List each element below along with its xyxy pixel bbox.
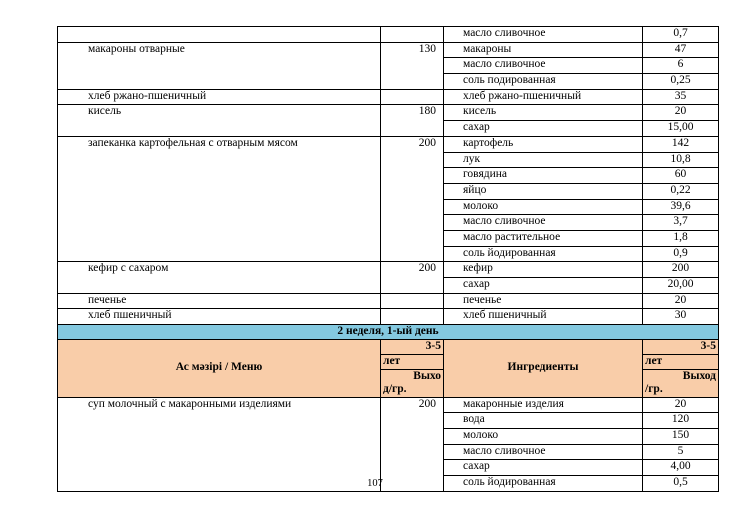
ingredient-name: кисель xyxy=(444,105,643,121)
page-number: 107 xyxy=(367,478,383,489)
column-header-row xyxy=(58,339,719,354)
age-group-header-right: 3-5 xyxy=(643,339,719,354)
table-row xyxy=(58,309,719,325)
ingredient-amount: 47 xyxy=(643,42,719,58)
dish-name: суп молочный с макаронными изделиями xyxy=(58,397,381,491)
ingredient-name: масло сливочное xyxy=(444,215,643,231)
ingredient-name: соль йодированная xyxy=(444,246,643,262)
ingredient-amount: 35 xyxy=(643,89,719,105)
table-row xyxy=(58,89,719,105)
age-years-label: лет xyxy=(381,354,444,369)
age-years-label-right: лет xyxy=(643,354,719,369)
ingredient-amount: 0,22 xyxy=(643,183,719,199)
ingredient-name: соль йодированная xyxy=(444,476,643,492)
output-unit-right: /гр. xyxy=(645,383,663,396)
menu-table-top-section xyxy=(58,27,719,325)
ingredient-name: вода xyxy=(444,413,643,429)
ingredient-amount: 0,7 xyxy=(643,27,719,43)
output-word-right: Выход xyxy=(682,369,716,382)
table-row xyxy=(58,262,719,278)
age-group-header: 3-5 xyxy=(381,339,444,354)
ingredient-amount: 200 xyxy=(643,262,719,278)
ingredient-amount: 150 xyxy=(643,428,719,444)
table-row xyxy=(58,27,719,43)
table-row xyxy=(58,293,719,309)
output-unit: д/гр. xyxy=(383,383,407,396)
output-column-header xyxy=(381,369,444,397)
ingredient-name: яйцо xyxy=(444,183,643,199)
ingredient-amount: 20,00 xyxy=(643,278,719,294)
ingredient-amount: 15,00 xyxy=(643,121,719,137)
dish-name: хлеб ржано-пшеничный xyxy=(58,89,381,105)
ingredient-name: масло сливочное xyxy=(444,27,643,43)
ingredient-amount: 0,9 xyxy=(643,246,719,262)
ingredient-name: лук xyxy=(444,152,643,168)
ingredient-amount: 30 xyxy=(643,309,719,325)
menu-table xyxy=(57,26,719,492)
dish-name: кефир с сахаром xyxy=(58,262,381,293)
dish-output: 130 xyxy=(381,42,444,89)
ingredient-name: масло сливочное xyxy=(444,58,643,74)
dish-output xyxy=(381,27,444,43)
ingredient-amount: 0,5 xyxy=(643,476,719,492)
dish-name xyxy=(58,27,381,43)
week-day-row xyxy=(58,325,719,340)
dish-output: 200 xyxy=(381,262,444,293)
dish-output xyxy=(381,293,444,309)
dish-name: печенье xyxy=(58,293,381,309)
dish-output: 200 xyxy=(381,136,444,262)
ingredient-name: хлеб ржано-пшеничный xyxy=(444,89,643,105)
ingredient-name: кефир xyxy=(444,262,643,278)
ingredient-amount: 60 xyxy=(643,168,719,184)
ingredient-amount: 0,25 xyxy=(643,74,719,90)
ingredient-amount: 20 xyxy=(643,293,719,309)
ingredient-name: сахар xyxy=(444,278,643,294)
ingredient-amount: 120 xyxy=(643,413,719,429)
menu-column-header: Ас мәзірі / Меню xyxy=(58,339,381,397)
ingredient-amount: 39,6 xyxy=(643,199,719,215)
week-day-title: 2 неделя, 1-ый день xyxy=(58,325,719,340)
ingredient-amount: 3,7 xyxy=(643,215,719,231)
ingredient-name: макароны xyxy=(444,42,643,58)
dish-output: 180 xyxy=(381,105,444,136)
ingredient-amount: 10,8 xyxy=(643,152,719,168)
output-word: Выхо xyxy=(413,369,441,382)
ingredient-amount: 142 xyxy=(643,136,719,152)
ingredient-name: печенье xyxy=(444,293,643,309)
table-row xyxy=(58,397,719,413)
dish-output xyxy=(381,89,444,105)
ingredient-name: молоко xyxy=(444,428,643,444)
ingredient-amount: 20 xyxy=(643,105,719,121)
ingredient-name: макаронные изделия xyxy=(444,397,643,413)
ingredient-name: молоко xyxy=(444,199,643,215)
ingredient-name: сахар xyxy=(444,460,643,476)
ingredient-amount: 1,8 xyxy=(643,230,719,246)
dish-output: 200 xyxy=(381,397,444,491)
ingredient-amount: 5 xyxy=(643,444,719,460)
ingredient-name: соль подированная xyxy=(444,74,643,90)
output-column-header-right xyxy=(643,369,719,397)
dish-name: запеканка картофельная с отварным мясом xyxy=(58,136,381,262)
ingredient-name: говядина xyxy=(444,168,643,184)
table-row xyxy=(58,42,719,58)
dish-name: хлеб пшеничный xyxy=(58,309,381,325)
ingredient-name: масло растительное xyxy=(444,230,643,246)
ingredient-name: хлеб пшеничный xyxy=(444,309,643,325)
dish-output xyxy=(381,309,444,325)
ingredient-name: картофель xyxy=(444,136,643,152)
dish-name: макароны отварные xyxy=(58,42,381,89)
table-row xyxy=(58,105,719,121)
ingredient-amount: 6 xyxy=(643,58,719,74)
ingredient-amount: 4,00 xyxy=(643,460,719,476)
ingredients-column-header: Ингредиенты xyxy=(444,339,643,397)
table-row xyxy=(58,136,719,152)
menu-table-header-section xyxy=(58,325,719,398)
ingredient-name: сахар xyxy=(444,121,643,137)
dish-name: кисель xyxy=(58,105,381,136)
ingredient-amount: 20 xyxy=(643,397,719,413)
ingredient-name: масло сливочное xyxy=(444,444,643,460)
